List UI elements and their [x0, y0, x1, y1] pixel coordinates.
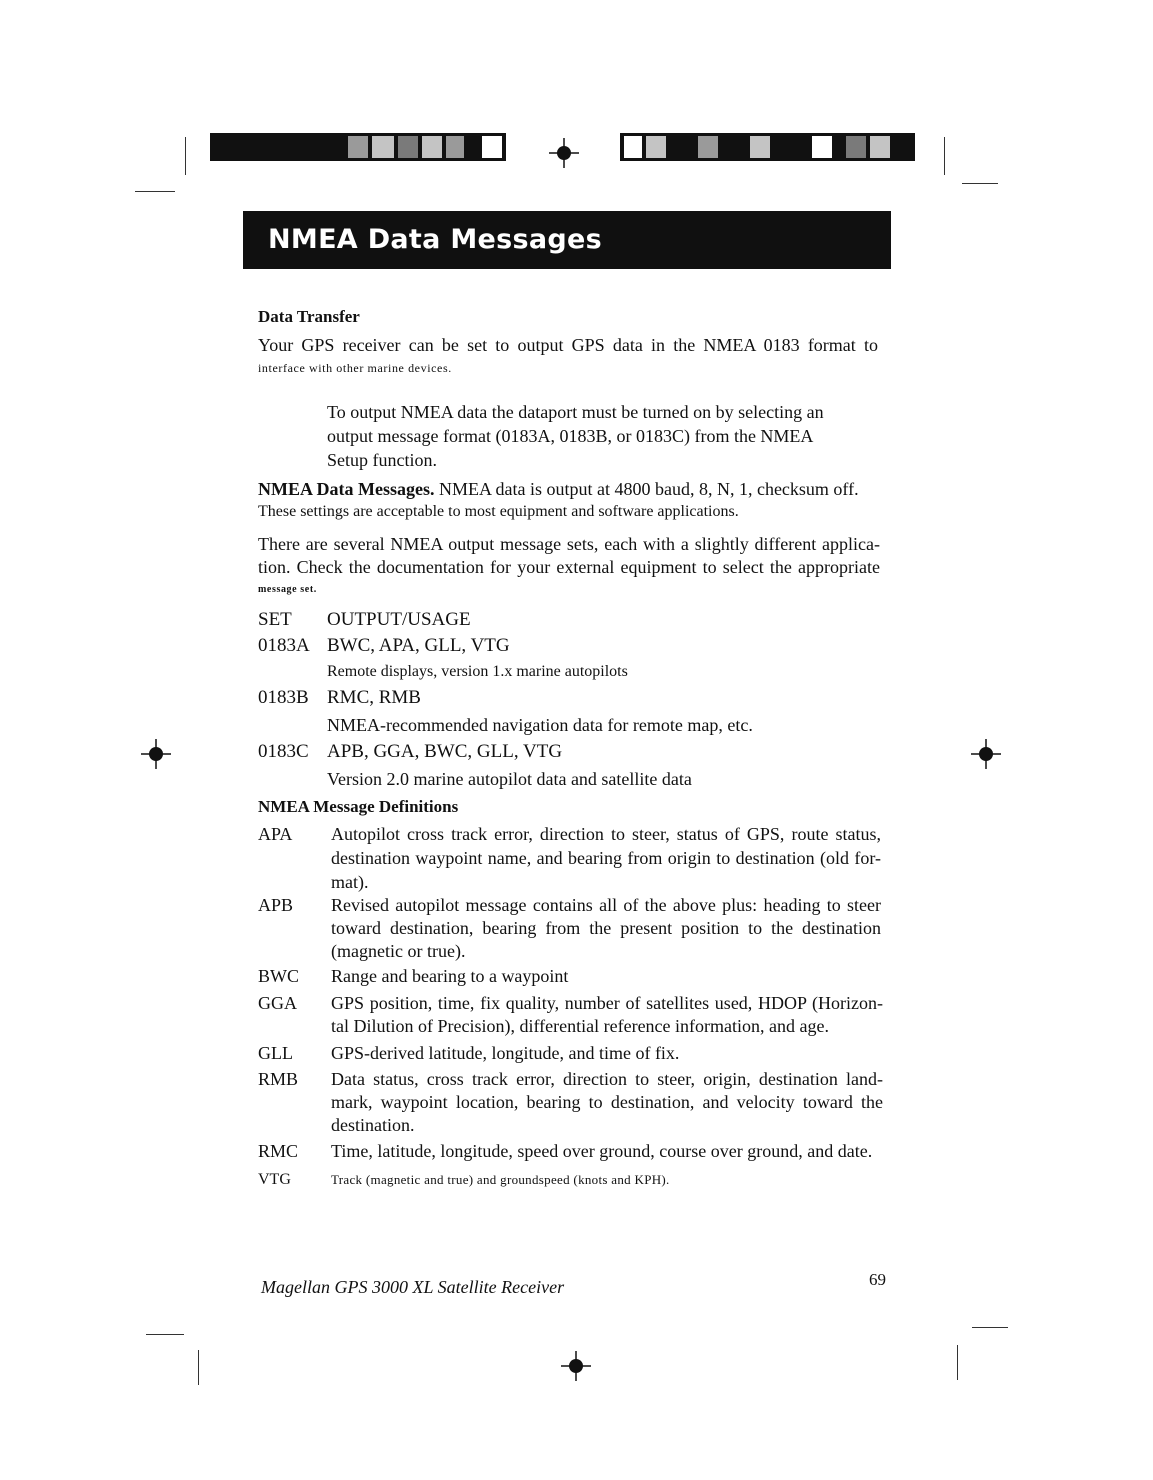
set-output: APB, GGA, BWC, GLL, VTG: [327, 741, 563, 762]
registration-target-icon: [549, 138, 579, 168]
note-line: output message format (0183A, 0183B, or 0183C) from the NMEA: [327, 426, 814, 446]
registration-target-icon: [971, 739, 1001, 769]
set-usage: Version 2.0 marine autopilot data and satellite data: [327, 769, 692, 789]
note-line: Setup function.: [327, 450, 437, 470]
set-code: 0183B: [258, 687, 309, 708]
crop-mark: [198, 1350, 199, 1385]
definition-text: mat).: [331, 872, 369, 892]
definition-text: mark, waypoint location, bearing to destination, and velocity toward the: [331, 1092, 883, 1112]
nmea-messages-line: [258, 477, 859, 501]
set-output: RMC, RMB: [327, 687, 421, 708]
nmea-messages-heading: NMEA Data Messages.: [258, 479, 435, 499]
crop-mark: [135, 191, 175, 192]
definition-code: APA: [258, 824, 293, 844]
crop-mark: [185, 137, 186, 175]
definition-code: RMB: [258, 1069, 299, 1089]
set-usage: Remote displays, version 1.x marine autopilots: [327, 663, 628, 680]
registration-bar-left: [210, 133, 506, 161]
definition-text: Revised autopilot message contains all of the above plus: heading to steer: [331, 895, 881, 915]
crop-mark: [944, 137, 945, 175]
data-transfer-heading: Data Transfer: [258, 307, 360, 326]
definition-text: Track (magnetic and true) and groundspeed (knots and KPH).: [331, 1172, 670, 1187]
definitions-heading: NMEA Message Definitions: [258, 797, 459, 816]
definition-code: GLL: [258, 1043, 293, 1063]
set-output: BWC, APA, GLL, VTG: [327, 635, 510, 656]
definition-code: VTG: [258, 1171, 291, 1188]
set-usage: NMEA-recommended navigation data for remote map, etc.: [327, 715, 753, 735]
definition-code: APB: [258, 895, 294, 915]
set-code: 0183C: [258, 741, 309, 762]
note-line: To output NMEA data the dataport must be turned on by selecting an: [327, 402, 824, 422]
set-code: 0183A: [258, 635, 310, 656]
set-table-header-set: SET: [258, 609, 292, 630]
definition-code: RMC: [258, 1141, 299, 1161]
definition-text: tal Dilution of Precision), differential reference information, and age.: [331, 1016, 829, 1036]
definition-text: (magnetic or true).: [331, 941, 466, 961]
crop-mark: [972, 1327, 1008, 1328]
crop-mark: [146, 1334, 184, 1335]
definition-text: Autopilot cross track error, direction to steer, status of GPS, route status,: [331, 824, 881, 844]
registration-target-icon: [141, 739, 171, 769]
definition-code: GGA: [258, 993, 297, 1013]
registration-bar-right: [620, 133, 915, 161]
definition-text: GPS position, time, fix quality, number of satellites used, HDOP (Horizon-: [331, 993, 883, 1013]
definition-text: Data status, cross track error, direction to steer, origin, destination land-: [331, 1069, 883, 1089]
nmea-messages-line: These settings are acceptable to most equipment and software applications.: [258, 503, 739, 520]
definition-text: destination.: [331, 1115, 415, 1135]
page-title: NMEA Data Messages: [243, 211, 891, 269]
message-sets-line: message set.: [258, 584, 317, 595]
data-transfer-line: interface with other marine devices.: [258, 361, 452, 375]
definition-code: BWC: [258, 966, 300, 986]
message-sets-line: There are several NMEA output message sets, each with a slightly different applica-: [258, 534, 880, 554]
definition-text: destination waypoint name, and bearing from origin to destination (old for-: [331, 848, 881, 868]
set-table-header-usage: OUTPUT/USAGE: [327, 609, 471, 630]
registration-target-icon: [561, 1351, 591, 1381]
crop-mark: [957, 1345, 958, 1380]
definition-text: Time, latitude, longitude, speed over ground, course over ground, and date.: [331, 1141, 873, 1161]
definition-text: GPS-derived latitude, longitude, and time of fix.: [331, 1043, 680, 1063]
nmea-messages-text: NMEA data is output at 4800 baud, 8, N, 1, checksum off.: [438, 479, 859, 499]
footer-title: Magellan GPS 3000 XL Satellite Receiver: [261, 1277, 565, 1297]
definition-text: Range and bearing to a waypoint: [331, 966, 569, 986]
definition-text: toward destination, bearing from the present position to the destination: [331, 918, 881, 938]
crop-mark: [962, 183, 998, 184]
message-sets-line: tion. Check the documentation for your external equipment to select the appropriate: [258, 557, 880, 577]
page-number: 69: [869, 1270, 886, 1289]
data-transfer-line: Your GPS receiver can be set to output GPS data in the NMEA 0183 format to: [258, 335, 878, 355]
